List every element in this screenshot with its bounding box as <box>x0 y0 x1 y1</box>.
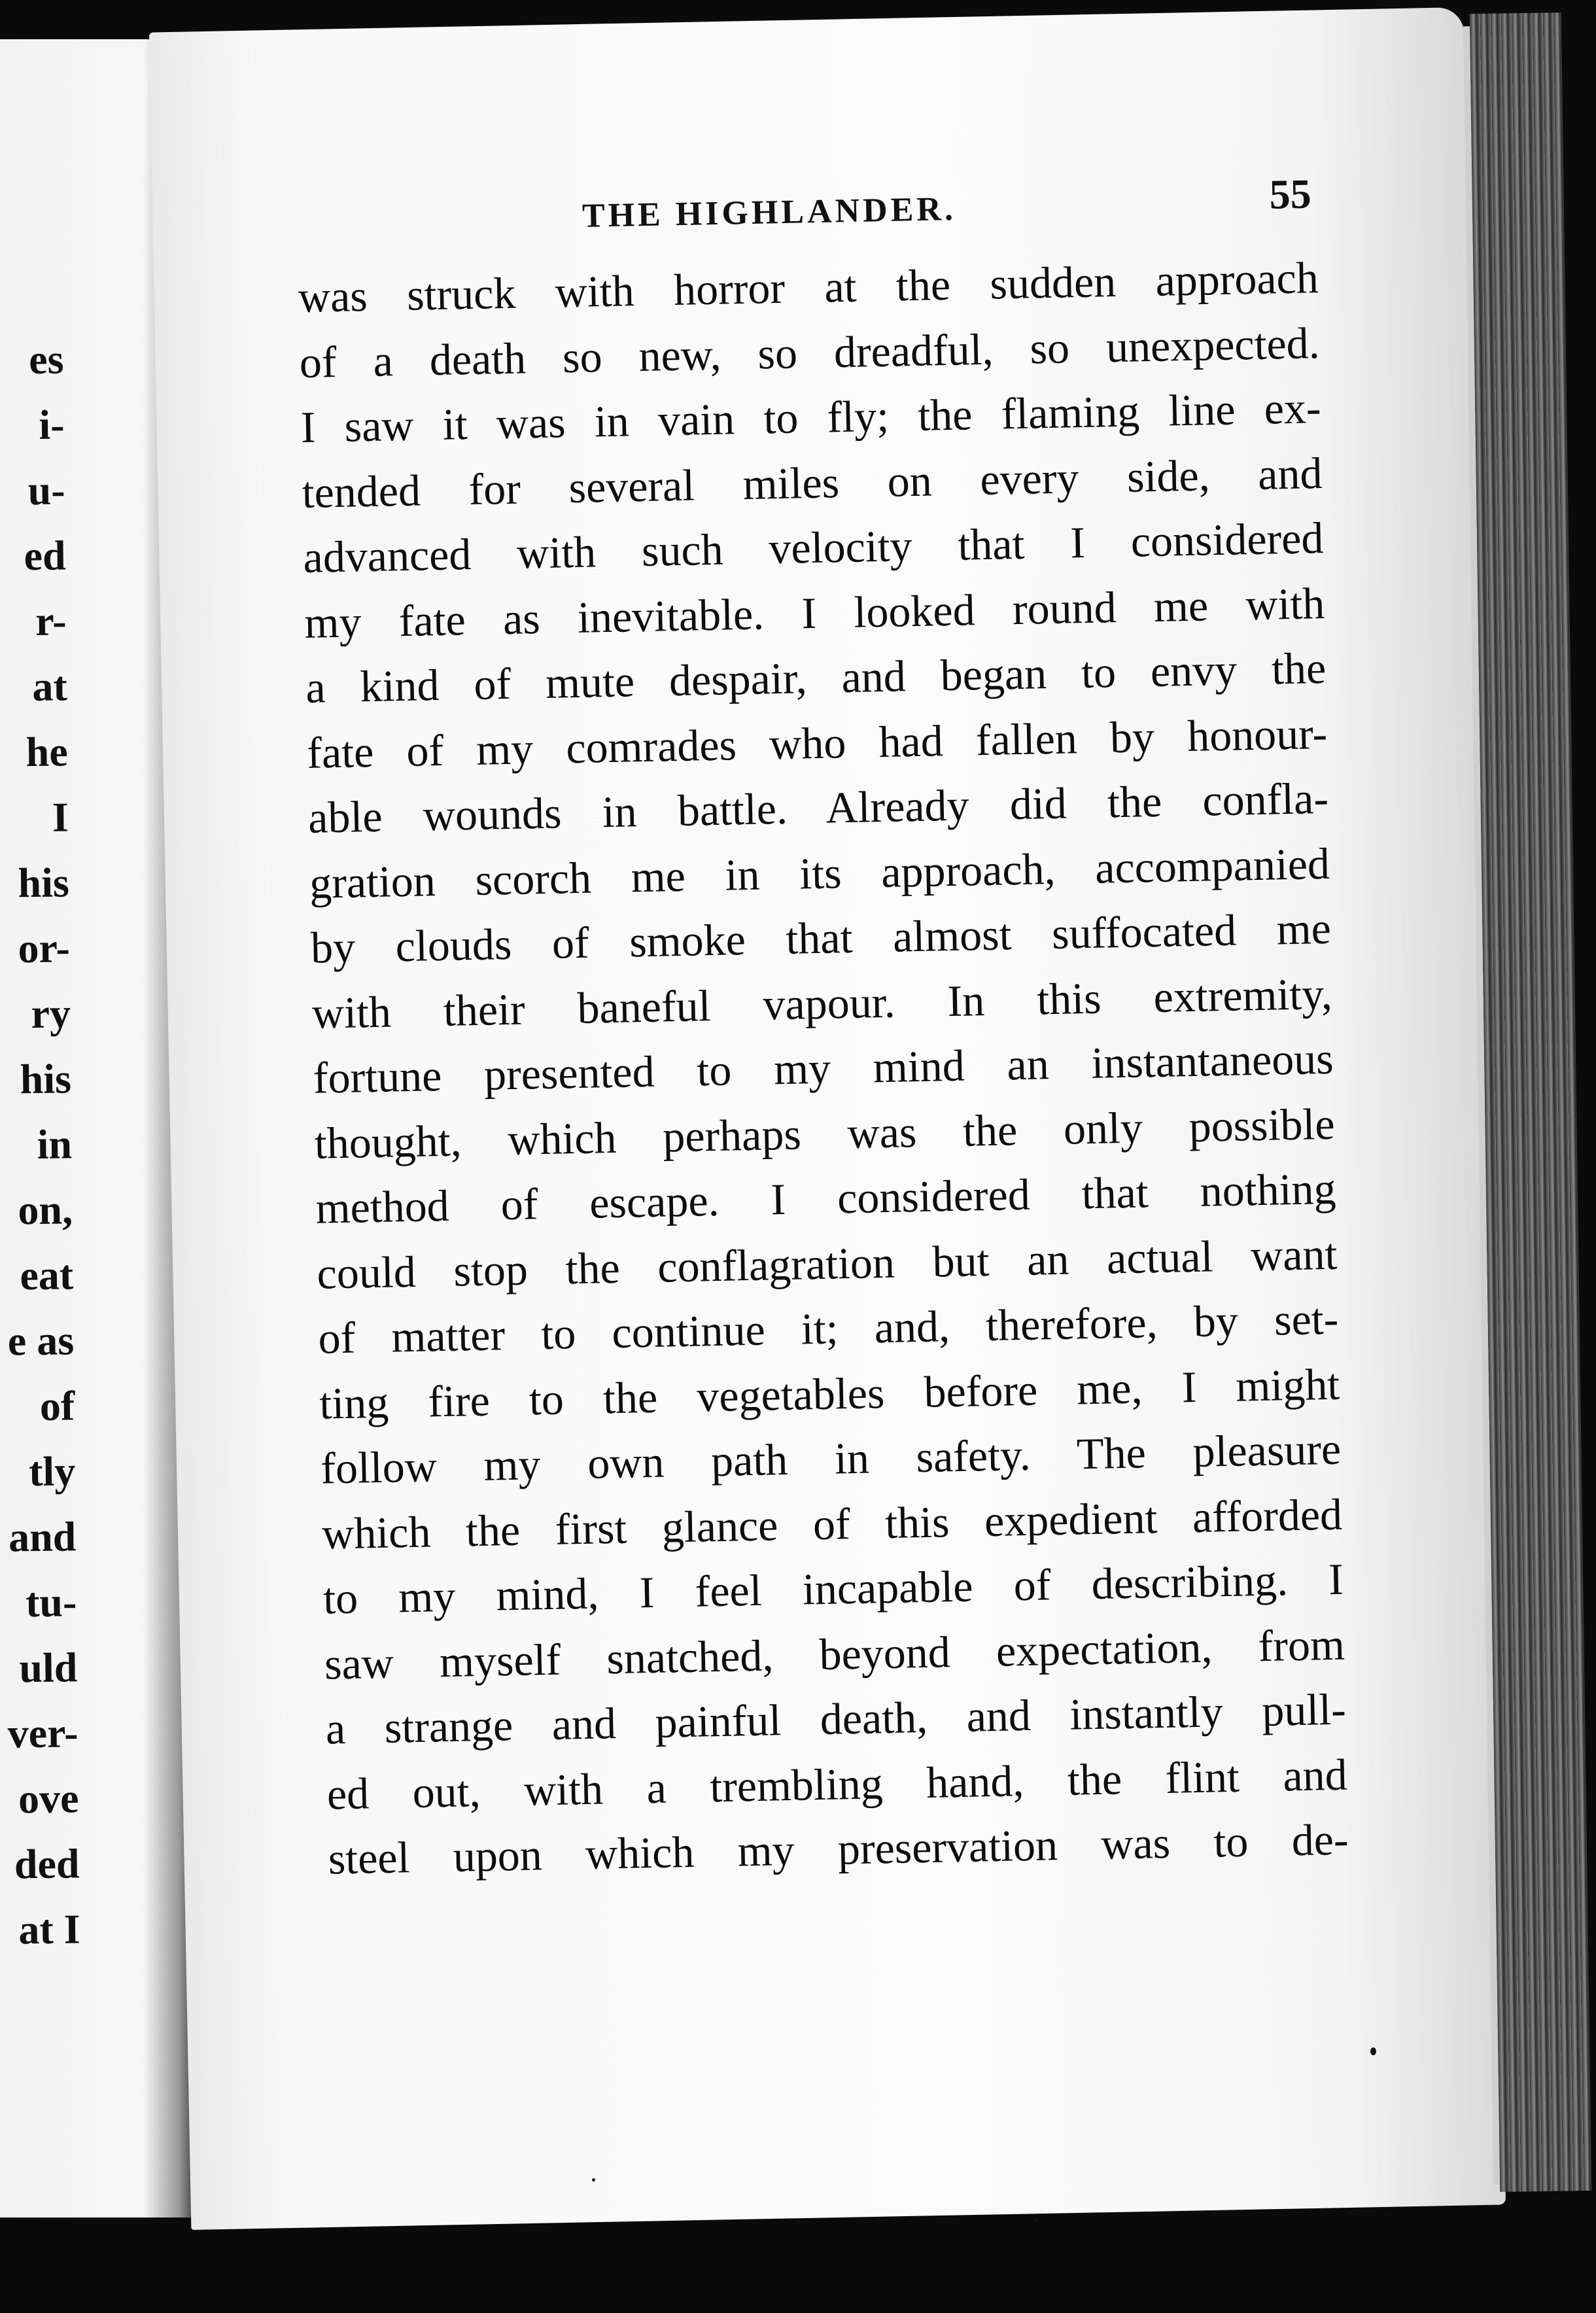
left-fragment-line: ed <box>24 532 66 580</box>
left-fragment-line: uld <box>19 1644 78 1692</box>
left-fragment-line: I <box>52 793 69 841</box>
text-line: steel upon which my preservation was to de- <box>328 1814 1349 1884</box>
text-line: ed out, with a trembling hand, the flint and <box>326 1749 1348 1819</box>
text-line: which the first glance of this expedient afforded <box>321 1489 1343 1559</box>
text-line: method of escape. I considered that nothing <box>315 1163 1337 1233</box>
left-fragment-line: u- <box>27 466 65 514</box>
left-fragment-line: eat <box>20 1251 74 1299</box>
left-fragment-line: at I <box>18 1905 80 1953</box>
text-line: tended for several miles on every side, and <box>301 447 1323 517</box>
text-line: with their baneful vapour. In this extremity, <box>311 968 1333 1038</box>
left-fragment-line: ded <box>14 1840 80 1888</box>
text-line: my fate as inevitable. I looked round me with <box>304 578 1325 648</box>
left-fragment-line: and <box>8 1513 77 1561</box>
text-line: a kind of mute despair, and began to envy the <box>305 642 1327 712</box>
left-fragment-line: on, <box>18 1186 73 1234</box>
text-line: thought, which perhaps was the only possible <box>314 1098 1336 1168</box>
left-fragment-line: or- <box>18 924 71 972</box>
text-line: could stop the conflagration but an actual want <box>316 1228 1338 1298</box>
left-fragment-line: in <box>37 1121 73 1168</box>
left-fragment-line: tu- <box>25 1578 77 1626</box>
text-line: gration scorch me in its approach, accompanied <box>309 838 1330 908</box>
page-number: 55 <box>1268 170 1312 218</box>
text-line: fate of my comrades who had fallen by honour- <box>306 708 1328 778</box>
left-fragment-line: tly <box>28 1448 76 1495</box>
text-line: a strange and painful death, and instantly pull- <box>325 1684 1347 1754</box>
text-line: I saw it was in vain to fly; the flaming line ex- <box>300 383 1322 452</box>
text-line: to my mind, I feel incapable of describing. I <box>322 1554 1344 1624</box>
text-line: follow my own path in safety. The pleasure <box>320 1423 1342 1493</box>
text-line: of matter to continue it; and, therefore, by set- <box>317 1293 1339 1363</box>
body-text <box>298 245 1349 1892</box>
text-line: by clouds of smoke that almost suffocated me <box>310 903 1332 973</box>
scan-speck <box>1033 2217 1037 2221</box>
left-fragment-line: of <box>39 1382 75 1429</box>
left-fragment-line: r- <box>35 597 67 644</box>
left-page-text-fragments <box>0 326 80 1962</box>
text-line: fortune presented to my mind an instantaneous <box>313 1033 1334 1103</box>
left-fragment-line: his <box>18 859 70 907</box>
text-line: advanced with such velocity that I considered <box>302 512 1325 582</box>
left-fragment-line: i- <box>39 401 65 448</box>
left-fragment-line: his <box>20 1055 72 1103</box>
text-line: able wounds in battle. Already did the confla- <box>307 773 1329 843</box>
left-fragment-line: at <box>31 663 68 710</box>
text-line: saw myself snatched, beyond expectation, from <box>324 1619 1345 1689</box>
left-fragment-line: ver- <box>7 1709 78 1757</box>
running-title: THE HIGHLANDER. <box>581 190 957 235</box>
scan-speck <box>592 2178 595 2182</box>
text-line: was struck with horror at the sudden approach <box>298 252 1319 322</box>
left-fragment-line: e as <box>7 1317 75 1365</box>
left-fragment-line: es <box>28 336 64 383</box>
scan-speck <box>1370 2047 1376 2055</box>
text-line: ting fire to the vegetables before me, I might <box>319 1359 1340 1429</box>
text-line: of a death so new, so dreadful, so unexpected. <box>299 317 1321 387</box>
left-fragment-line: ry <box>31 990 71 1037</box>
left-fragment-line: ove <box>18 1775 79 1822</box>
left-fragment-line: he <box>26 728 69 776</box>
